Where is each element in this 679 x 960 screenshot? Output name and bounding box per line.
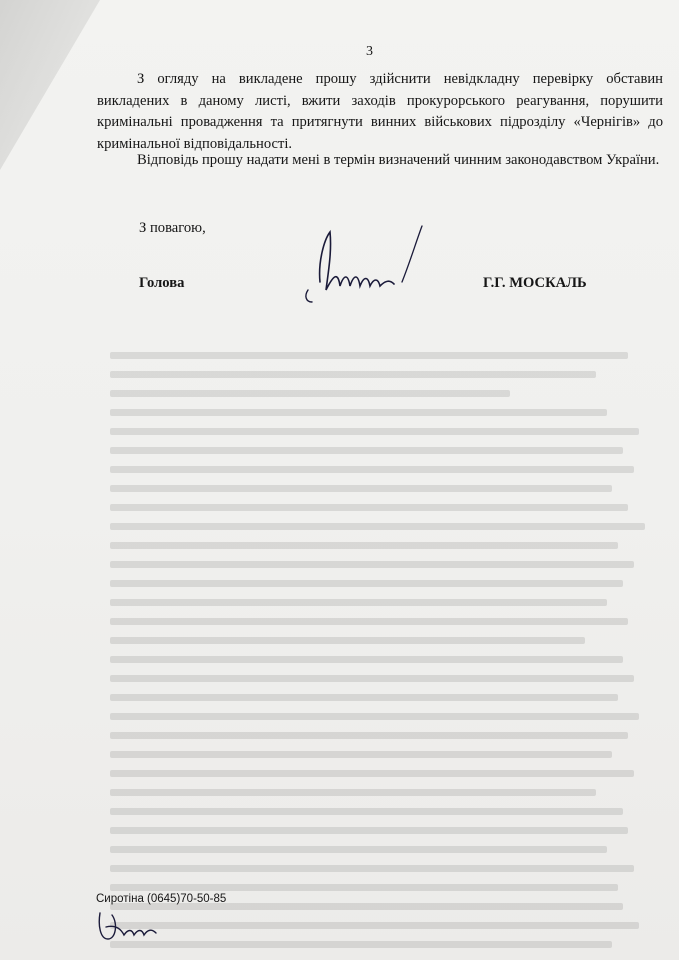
request-paragraph: З огляду на викладене прошу здійснити невідкладну перевірку обставин викладених в даному листі, вжити заходів прокурорського реагування, порушити кримінальні провадження та притягнути винних військових підрозділу «Чернігів» до кримінальної відповідальності. [97, 71, 663, 152]
signatory-role: Голова [139, 275, 185, 291]
bleed-through-text [110, 352, 650, 960]
closing-greeting: З повагою, [139, 220, 206, 236]
signatory-name: Г.Г. МОСКАЛЬ [483, 275, 587, 291]
initials-signature [96, 905, 166, 945]
handwritten-signature [290, 222, 440, 312]
page-number: 3 [366, 44, 373, 59]
folded-corner-shadow [0, 0, 100, 170]
executor-contact: Сиротіна (0645)70-50-85 [96, 893, 227, 905]
response-request-paragraph: Відповідь прошу надати мені в термін визначений чинним законодавством України. [137, 152, 660, 168]
